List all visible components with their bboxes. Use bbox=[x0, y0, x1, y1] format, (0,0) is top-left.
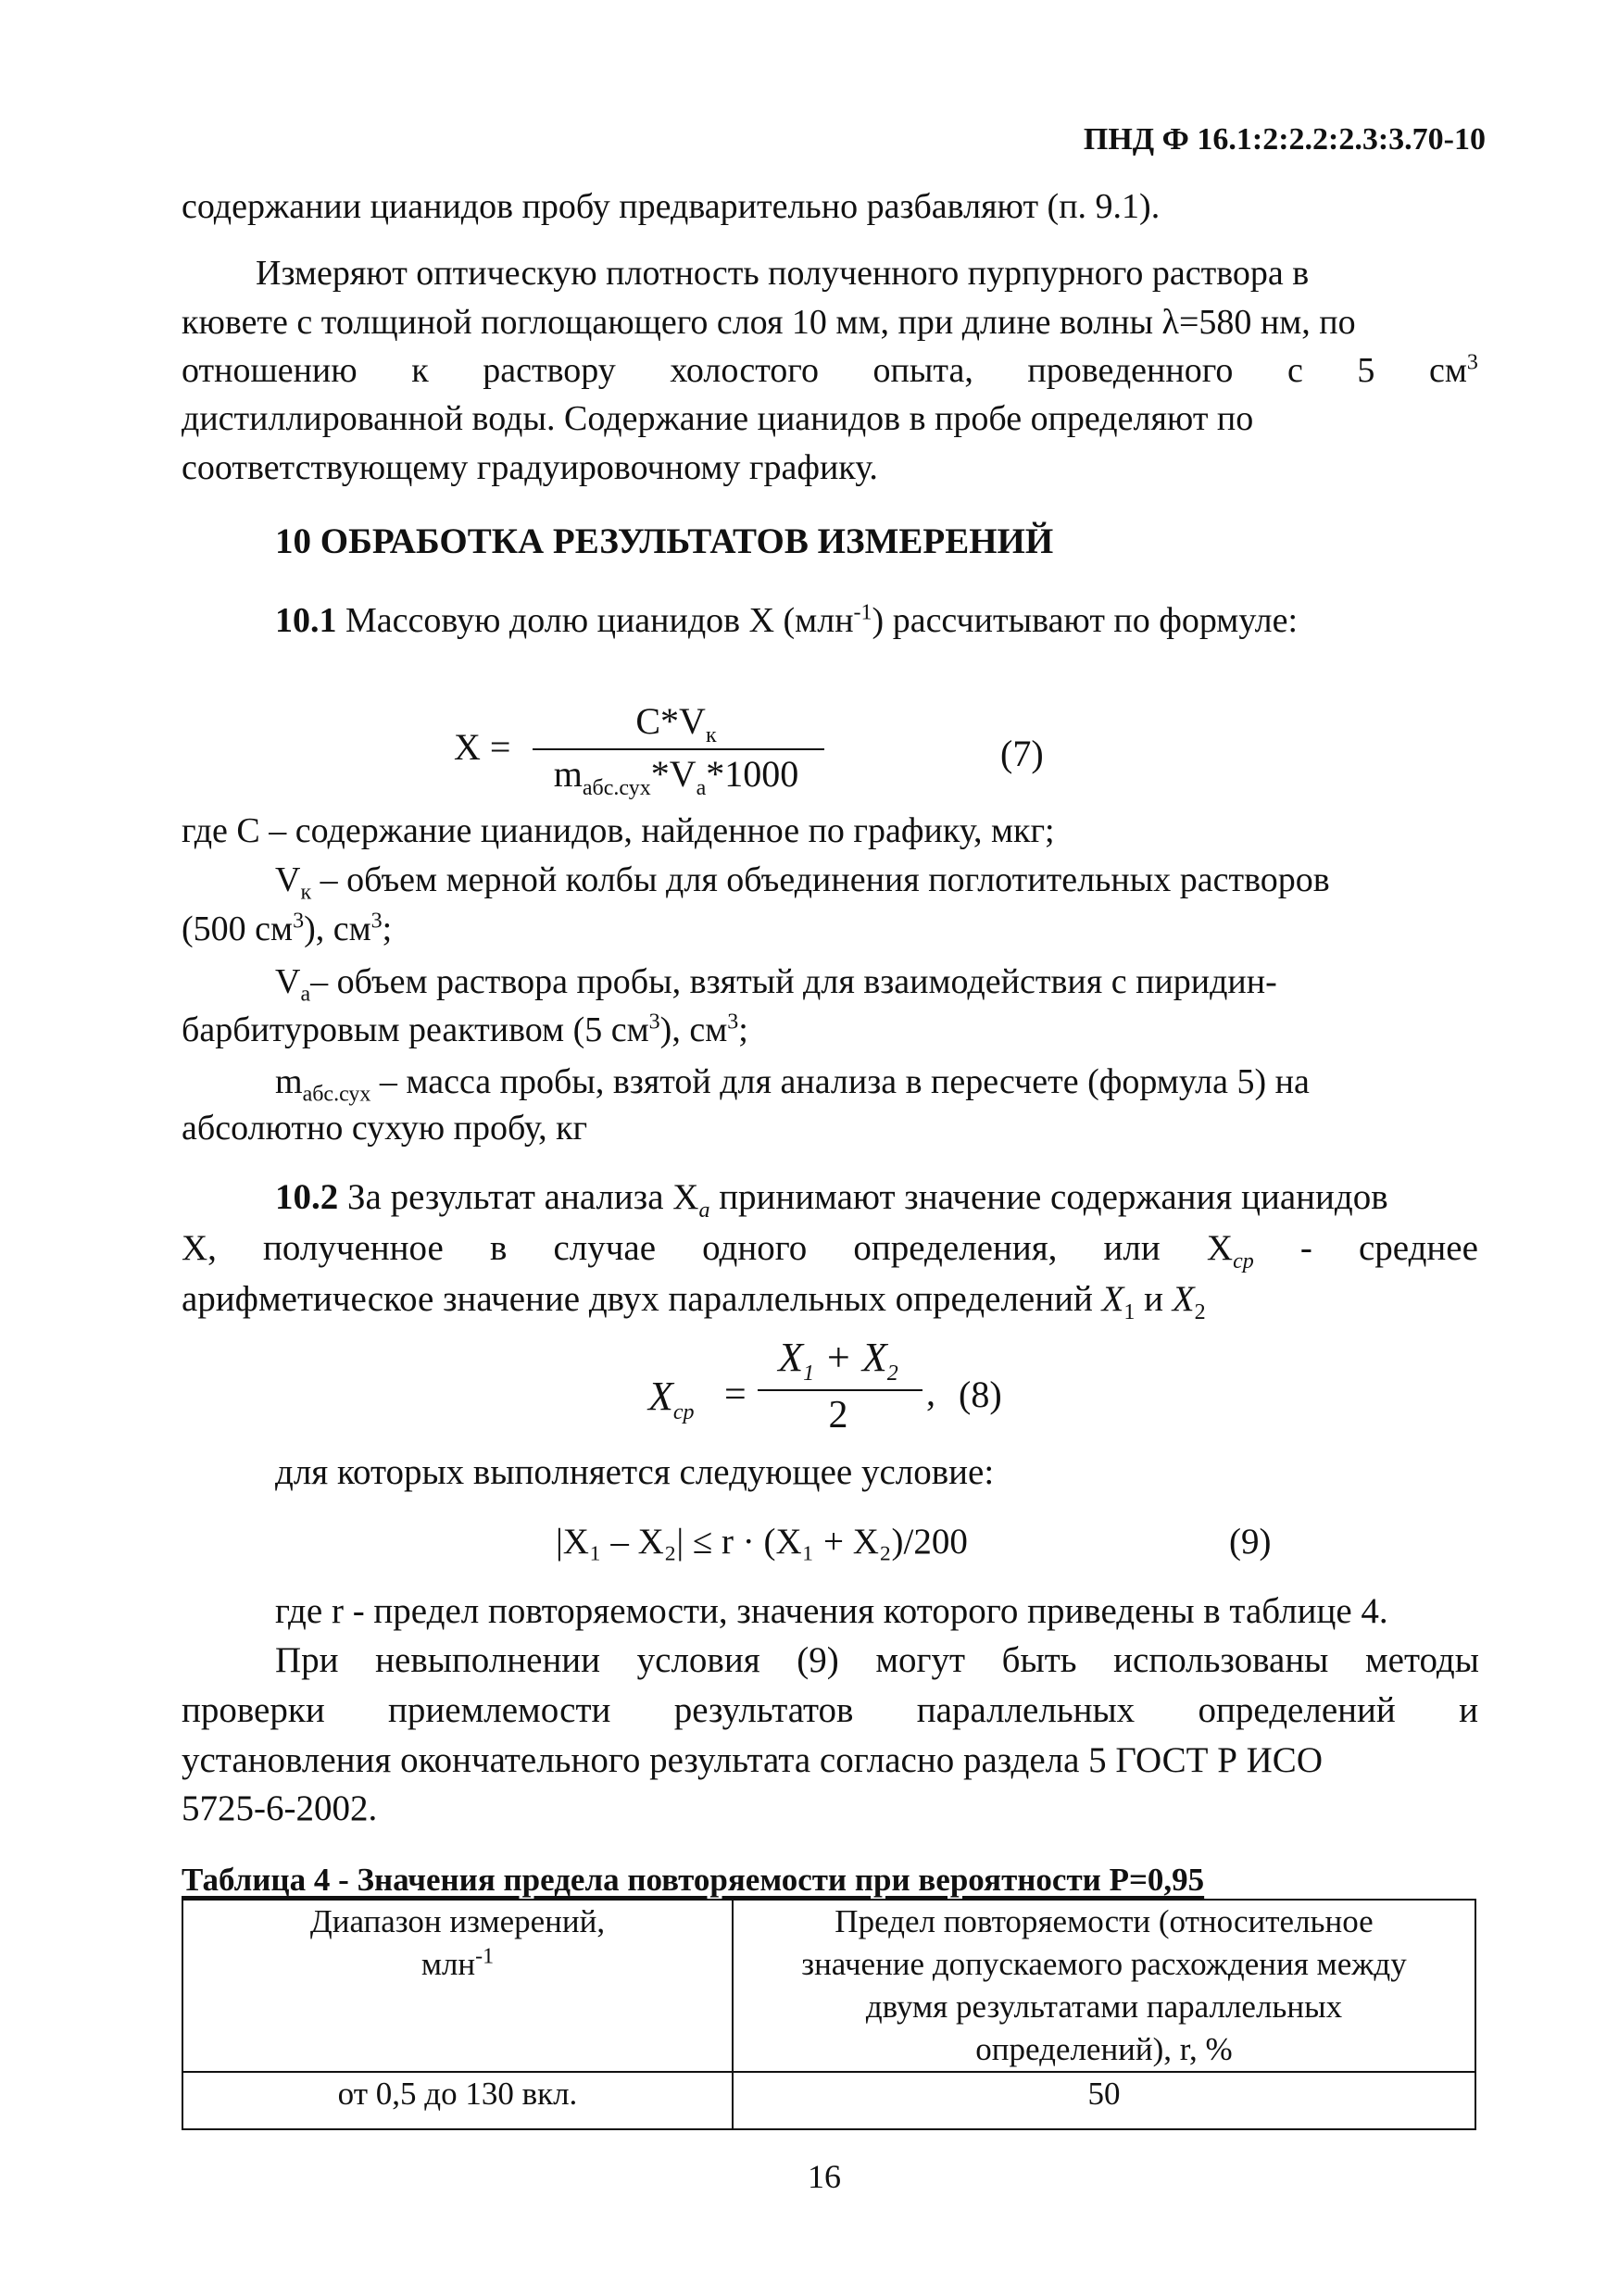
paragraph-line: 5725-6-2002. bbox=[182, 1788, 378, 1828]
where-line: абсолютно сухую пробу, кг bbox=[182, 1109, 588, 1148]
where-line: барбитуровым реактивом (5 $см^3$), $см^3$; bbox=[182, 1010, 748, 1049]
formula-7-denominator: $m_{абс.сух}*V_а*1000$ bbox=[553, 753, 799, 800]
paragraph-line: где r - предел повторяемости, значения которого приведены в таблице 4. bbox=[275, 1591, 1388, 1631]
table-4 bbox=[182, 1899, 1476, 2130]
paragraph-line: установления окончательного результата согласно раздела 5 ГОСТ Р ИСО bbox=[182, 1740, 1323, 1780]
paragraph-line-justified: отношению к раствору холостого опыта, проведенного с 5 $см^3$ bbox=[182, 350, 1478, 390]
section-title: 10 ОБРАБОТКА РЕЗУЛЬТАТОВ ИЗМЕРЕНИЙ bbox=[275, 521, 1054, 561]
where-line: где C – содержание цианидов, найденное по графику, мкг; bbox=[182, 811, 1055, 850]
paragraph-line: кювете с толщиной поглощающего слоя 10 мм, при длине волны λ=580 нм, по bbox=[182, 303, 1356, 342]
fraction-bar bbox=[533, 748, 824, 750]
paragraph-line-justified: проверки приемлемости результатов параллельных определений и bbox=[182, 1690, 1478, 1730]
paragraph-10-2: 10.2 За результат анализа $X_а$ принимают значение содержания цианидов bbox=[275, 1177, 1388, 1223]
table-row bbox=[182, 2072, 1475, 2129]
table-header-cell: Предел повторяемости (относительное значение допускаемого расхождения между двумя результатами параллельных определений), r, % bbox=[733, 1900, 1475, 2072]
formula-8-numerator: $X_1 + X_2$ bbox=[778, 1335, 898, 1386]
formula-9-label: (9) bbox=[1229, 1522, 1272, 1562]
formula-8-lhs: $X_{ср}$ bbox=[648, 1374, 695, 1424]
table-header-row bbox=[182, 1900, 1475, 2072]
table-caption: Таблица 4 - Значения предела повторяемости при вероятности P=0,95 bbox=[182, 1862, 1205, 1898]
table-header-cell: Диапазон измерений, млн$^{-1}$ bbox=[182, 1900, 733, 2072]
formula-9: |X₁ – X₂| ≤ r · (X₁ + X₂)/200 bbox=[556, 1522, 968, 1562]
table-cell: 50 bbox=[733, 2072, 1475, 2129]
paragraph-line: арифметическое значение двух параллельных определений $X_1$ и $X_2$ bbox=[182, 1279, 1206, 1324]
paragraph-line: для которых выполняется следующее условие: bbox=[275, 1452, 995, 1492]
paragraph-line: Измеряют оптическую плотность полученного пурпурного раствора в bbox=[256, 254, 1310, 293]
paragraph-line: соответствующему градуировочному графику. bbox=[182, 448, 878, 487]
paragraph-line-justified: При невыполнении условия (9) могут быть использованы методы bbox=[275, 1640, 1479, 1680]
page-number: 16 bbox=[808, 2158, 841, 2195]
where-line: $V_а-$ объем раствора пробы, взятый для взаимодействия с пиридин- bbox=[275, 962, 1277, 1007]
paragraph-line: дистиллированной воды. Содержание цианидов в пробе определяют по bbox=[182, 399, 1254, 438]
formula-8-comma: , bbox=[926, 1372, 935, 1413]
where-line: $m_{абс.сух}$ – масса пробы, взятой для анализа в пересчете (формула 5) на bbox=[275, 1062, 1310, 1107]
formula-7-numerator: $C*V_к$ bbox=[635, 700, 717, 747]
formula-8-label: (8) bbox=[959, 1374, 1002, 1415]
where-line: $V_к$ – объем мерной колбы для объединения поглотительных растворов bbox=[275, 860, 1330, 905]
formula-8-eq: = bbox=[724, 1374, 747, 1416]
paragraph-line: содержании цианидов пробу предварительно разбавляют (п. 9.1). bbox=[182, 187, 1161, 226]
formula-7-lhs: X = bbox=[454, 726, 511, 768]
paragraph-10-1: 10.1 Массовую долю цианидов X (млн$^{-1}$) рассчитывают по формуле: bbox=[275, 600, 1299, 640]
formula-8 bbox=[648, 1334, 1065, 1454]
table-cell: от 0,5 до 130 вкл. bbox=[182, 2072, 733, 2129]
formula-8-denominator: 2 bbox=[828, 1394, 848, 1437]
fraction-bar bbox=[758, 1389, 922, 1391]
formula-7-label: (7) bbox=[1000, 733, 1044, 774]
formula-7 bbox=[454, 695, 1102, 815]
where-line: (500 $см^3$), $см^3$; bbox=[182, 909, 393, 948]
paragraph-line-justified: X, полученное в случае одного определения, или $X_{ср}$ - среднее bbox=[182, 1228, 1478, 1273]
document-code: ПНД Ф 16.1:2:2.2:2.3:3.70-10 bbox=[1083, 122, 1486, 157]
